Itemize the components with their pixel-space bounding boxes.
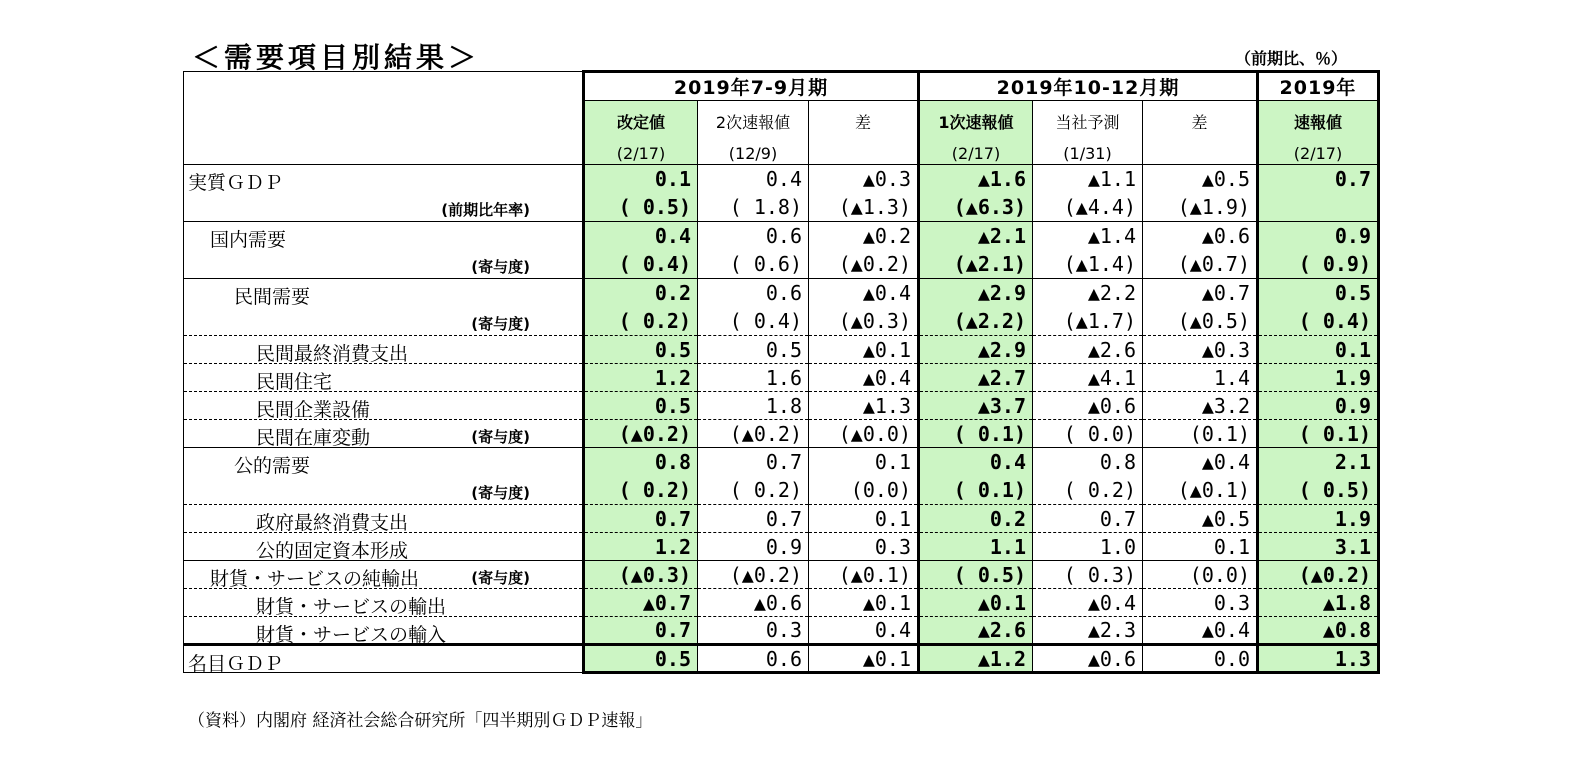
row-label-cell xyxy=(184,364,584,392)
value-cell: ▲0.4 xyxy=(1143,448,1258,476)
table-row xyxy=(184,617,1379,645)
value-cell: (▲1.9) xyxy=(1143,193,1258,222)
column-subheader: (2/17) xyxy=(919,143,1033,165)
value-cell: ▲2.7 xyxy=(919,364,1033,392)
value-cell: 0.4 xyxy=(584,222,698,250)
value-cell: 0.5 xyxy=(584,392,698,420)
value-cell: (▲0.5) xyxy=(1143,307,1258,336)
value-cell: ( 0.5) xyxy=(1258,476,1379,505)
value-cell: 0.4 xyxy=(809,617,919,645)
header-label-cell xyxy=(184,72,584,165)
row-note: (寄与度) xyxy=(471,428,530,446)
column-subheader xyxy=(1143,143,1258,165)
table-row xyxy=(184,645,1379,673)
value-cell: (▲1.4) xyxy=(1033,250,1143,279)
row-label: 公的需要 xyxy=(234,455,311,477)
value-cell: ▲0.1 xyxy=(809,645,919,673)
row-label: 財貨・サービスの輸入 xyxy=(256,624,447,646)
value-cell: 1.1 xyxy=(919,533,1033,561)
row-label-cell xyxy=(184,392,584,420)
value-cell: ▲2.2 xyxy=(1033,279,1143,307)
value-cell: 0.9 xyxy=(1258,392,1379,420)
table-row xyxy=(184,476,1379,505)
value-cell: 0.6 xyxy=(698,279,809,307)
value-cell: (▲0.2) xyxy=(698,561,809,589)
table-row xyxy=(184,533,1379,561)
value-cell: (▲1.7) xyxy=(1033,307,1143,336)
row-label-cell xyxy=(184,561,584,589)
table-row xyxy=(184,279,1379,307)
row-label: 民間住宅 xyxy=(256,371,333,393)
row-note: (寄与度) xyxy=(471,483,530,502)
column-header: 速報値 xyxy=(1258,101,1379,143)
row-label-cell xyxy=(184,533,584,561)
value-cell: ▲1.3 xyxy=(809,392,919,420)
value-cell: ▲1.1 xyxy=(1033,165,1143,193)
value-cell: ▲0.1 xyxy=(919,589,1033,617)
value-cell: ( 0.2) xyxy=(584,476,698,505)
value-cell: ▲0.6 xyxy=(1033,645,1143,673)
value-cell: (▲0.7) xyxy=(1143,250,1258,279)
value-cell: 0.8 xyxy=(584,448,698,476)
value-cell: ▲0.1 xyxy=(809,336,919,364)
column-subheader xyxy=(809,143,919,165)
column-header: 差 xyxy=(809,101,919,143)
value-cell: 2.1 xyxy=(1258,448,1379,476)
value-cell: 0.6 xyxy=(698,222,809,250)
value-cell: ( 0.9) xyxy=(1258,250,1379,279)
value-cell: 0.1 xyxy=(809,505,919,533)
table-row xyxy=(184,505,1379,533)
value-cell: 1.6 xyxy=(698,364,809,392)
value-cell: ▲3.2 xyxy=(1143,392,1258,420)
value-cell: ▲0.6 xyxy=(1143,222,1258,250)
value-cell: 0.4 xyxy=(919,448,1033,476)
value-cell: ▲0.7 xyxy=(1143,279,1258,307)
row-note: (寄与度) xyxy=(471,569,530,587)
value-cell: ( 0.5) xyxy=(584,193,698,222)
value-cell: 0.5 xyxy=(584,336,698,364)
value-cell: ▲2.6 xyxy=(1033,336,1143,364)
unit-label: （前期比、％） xyxy=(1235,49,1348,68)
value-cell: 1.8 xyxy=(698,392,809,420)
value-cell: ( 0.6) xyxy=(698,250,809,279)
value-cell: ( 0.4) xyxy=(1258,307,1379,336)
value-cell: ▲0.3 xyxy=(809,165,919,193)
value-cell: ▲4.1 xyxy=(1033,364,1143,392)
table-row xyxy=(184,336,1379,364)
value-cell: ▲0.5 xyxy=(1143,165,1258,193)
value-cell: ▲2.3 xyxy=(1033,617,1143,645)
value-cell: 0.9 xyxy=(698,533,809,561)
value-cell: ▲2.9 xyxy=(919,279,1033,307)
value-cell: (▲0.2) xyxy=(1258,561,1379,589)
value-cell: ( 0.2) xyxy=(584,307,698,336)
value-cell: 0.1 xyxy=(1258,336,1379,364)
table-row xyxy=(184,448,1379,476)
value-cell: 1.2 xyxy=(584,533,698,561)
column-header: 2次速報値 xyxy=(698,101,809,143)
value-cell: ▲0.4 xyxy=(809,279,919,307)
value-cell: 1.9 xyxy=(1258,505,1379,533)
row-label: 財貨・サービスの純輸出 xyxy=(210,568,420,590)
value-cell: ( 0.3) xyxy=(1033,561,1143,589)
table-row xyxy=(184,392,1379,420)
row-label-cell xyxy=(184,193,584,222)
value-cell: ▲2.1 xyxy=(919,222,1033,250)
table-row xyxy=(184,589,1379,617)
row-label: 公的固定資本形成 xyxy=(256,540,409,562)
table-row xyxy=(184,250,1379,279)
value-cell: 0.2 xyxy=(584,279,698,307)
value-cell: 0.8 xyxy=(1033,448,1143,476)
value-cell: ( 1.8) xyxy=(698,193,809,222)
value-cell: ▲0.4 xyxy=(1143,617,1258,645)
table-row xyxy=(184,307,1379,336)
value-cell: (▲2.1) xyxy=(919,250,1033,279)
row-label-cell xyxy=(184,589,584,617)
value-cell: ▲0.4 xyxy=(1033,589,1143,617)
value-cell: (▲0.2) xyxy=(809,250,919,279)
row-label: 民間最終消費支出 xyxy=(256,343,409,365)
value-cell: (▲4.4) xyxy=(1033,193,1143,222)
row-label: 民間企業設備 xyxy=(256,399,371,421)
value-cell: 0.5 xyxy=(584,645,698,673)
value-cell: ▲0.1 xyxy=(809,589,919,617)
table-row xyxy=(184,420,1379,448)
value-cell: 0.1 xyxy=(809,448,919,476)
value-cell: 0.5 xyxy=(698,336,809,364)
table-row xyxy=(184,561,1379,589)
table-row xyxy=(184,364,1379,392)
value-cell: 0.7 xyxy=(584,617,698,645)
value-cell: ( 0.1) xyxy=(919,420,1033,448)
row-label-cell xyxy=(184,448,584,476)
value-cell: ▲3.7 xyxy=(919,392,1033,420)
value-cell: 0.7 xyxy=(698,448,809,476)
value-cell: 3.1 xyxy=(1258,533,1379,561)
value-cell: (▲0.3) xyxy=(584,561,698,589)
value-cell: 0.9 xyxy=(1258,222,1379,250)
column-header: 改定値 xyxy=(584,101,698,143)
row-label: 政府最終消費支出 xyxy=(256,512,409,534)
value-cell: ( 0.1) xyxy=(1258,420,1379,448)
column-subheader: (1/31) xyxy=(1033,143,1143,165)
value-cell: ▲0.6 xyxy=(698,589,809,617)
value-cell: (0.0) xyxy=(809,476,919,505)
value-cell: (▲0.0) xyxy=(809,420,919,448)
value-cell: ( 0.5) xyxy=(919,561,1033,589)
value-cell: 1.9 xyxy=(1258,364,1379,392)
value-cell: ▲0.8 xyxy=(1258,617,1379,645)
group-header: 2019年 xyxy=(1258,72,1379,101)
row-label-cell xyxy=(184,420,584,448)
value-cell: 0.7 xyxy=(1258,165,1379,193)
row-note: (寄与度) xyxy=(471,314,530,333)
value-cell: 0.7 xyxy=(698,505,809,533)
value-cell: 0.3 xyxy=(698,617,809,645)
column-header: 差 xyxy=(1143,101,1258,143)
value-cell: (▲0.2) xyxy=(698,420,809,448)
value-cell: ▲0.3 xyxy=(1143,336,1258,364)
value-cell: ( 0.1) xyxy=(919,476,1033,505)
row-label: 実質ＧＤＰ xyxy=(188,172,284,194)
value-cell: 1.0 xyxy=(1033,533,1143,561)
row-label-cell xyxy=(184,279,584,307)
value-cell: 0.0 xyxy=(1143,645,1258,673)
value-cell xyxy=(1258,193,1379,222)
value-cell: (▲0.1) xyxy=(809,561,919,589)
source-note: （資料）内閣府 経済社会総合研究所「四半期別ＧＤＰ速報」 xyxy=(188,711,653,731)
row-label-cell xyxy=(184,336,584,364)
row-label: 民間在庫変動 xyxy=(256,427,371,449)
column-subheader: (2/17) xyxy=(1258,143,1379,165)
value-cell: (0.1) xyxy=(1143,420,1258,448)
value-cell: ▲0.6 xyxy=(1033,392,1143,420)
value-cell: (▲0.1) xyxy=(1143,476,1258,505)
table-row xyxy=(184,193,1379,222)
value-cell: (▲2.2) xyxy=(919,307,1033,336)
table-row xyxy=(184,165,1379,193)
column-subheader: (12/9) xyxy=(698,143,809,165)
gdp-results-table xyxy=(183,70,1380,674)
value-cell: ( 0.4) xyxy=(584,250,698,279)
row-label-cell xyxy=(184,250,584,279)
row-label: 財貨・サービスの輸出 xyxy=(256,596,447,618)
value-cell: (▲6.3) xyxy=(919,193,1033,222)
value-cell: ▲2.6 xyxy=(919,617,1033,645)
group-header: 2019年7-9月期 xyxy=(584,72,919,101)
row-note: (寄与度) xyxy=(471,257,530,276)
row-label: 名目ＧＤＰ xyxy=(188,653,284,675)
group-header: 2019年10-12月期 xyxy=(919,72,1258,101)
value-cell: 0.2 xyxy=(919,505,1033,533)
value-cell: ▲0.2 xyxy=(809,222,919,250)
column-header: 当社予測 xyxy=(1033,101,1143,143)
row-label-cell xyxy=(184,505,584,533)
column-subheader: (2/17) xyxy=(584,143,698,165)
row-label-cell xyxy=(184,165,584,193)
value-cell: ( 0.4) xyxy=(698,307,809,336)
value-cell: 0.7 xyxy=(584,505,698,533)
value-cell: 0.1 xyxy=(1143,533,1258,561)
value-cell: ▲1.6 xyxy=(919,165,1033,193)
row-label-cell xyxy=(184,307,584,336)
row-label-cell xyxy=(184,476,584,505)
value-cell: 0.4 xyxy=(698,165,809,193)
row-label: 国内需要 xyxy=(210,229,287,251)
column-header: 1次速報値 xyxy=(919,101,1033,143)
value-cell: (0.0) xyxy=(1143,561,1258,589)
row-note: (前期比年率) xyxy=(441,200,530,219)
value-cell: ▲0.5 xyxy=(1143,505,1258,533)
row-label-cell xyxy=(184,645,584,673)
value-cell: 0.3 xyxy=(809,533,919,561)
value-cell: ▲1.2 xyxy=(919,645,1033,673)
value-cell: ( 0.2) xyxy=(1033,476,1143,505)
value-cell: (▲1.3) xyxy=(809,193,919,222)
value-cell: 0.3 xyxy=(1143,589,1258,617)
group-header-row xyxy=(184,72,1379,101)
value-cell: ▲2.9 xyxy=(919,336,1033,364)
value-cell: 0.6 xyxy=(698,645,809,673)
value-cell: 1.4 xyxy=(1143,364,1258,392)
value-cell: ▲1.8 xyxy=(1258,589,1379,617)
value-cell: 1.3 xyxy=(1258,645,1379,673)
value-cell: ( 0.0) xyxy=(1033,420,1143,448)
value-cell: ▲1.4 xyxy=(1033,222,1143,250)
value-cell: (▲0.2) xyxy=(584,420,698,448)
value-cell: 0.1 xyxy=(584,165,698,193)
row-label-cell xyxy=(184,617,584,645)
row-label: 民間需要 xyxy=(234,286,311,308)
value-cell: ( 0.2) xyxy=(698,476,809,505)
page-title: ＜需要項目別結果＞ xyxy=(192,41,481,74)
value-cell: 0.7 xyxy=(1033,505,1143,533)
table-row xyxy=(184,222,1379,250)
value-cell: 0.5 xyxy=(1258,279,1379,307)
value-cell: 1.2 xyxy=(584,364,698,392)
row-label-cell xyxy=(184,222,584,250)
value-cell: ▲0.7 xyxy=(584,589,698,617)
value-cell: ▲0.4 xyxy=(809,364,919,392)
value-cell: (▲0.3) xyxy=(809,307,919,336)
